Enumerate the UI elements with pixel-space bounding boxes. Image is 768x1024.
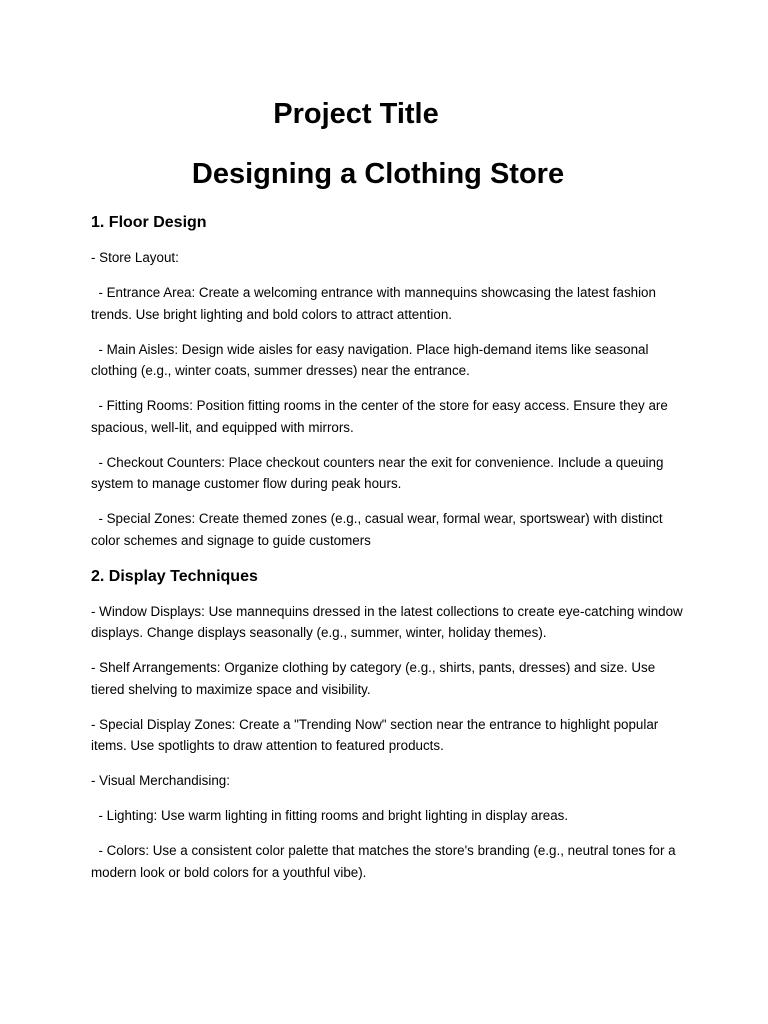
section-heading-display-techniques: 2. Display Techniques	[91, 567, 258, 585]
paragraph-special-display-zones: - Special Display Zones: Create a "Trending Now" section near the entrance to highlight popular items. Use spotlights to draw attention to featured products.	[91, 716, 659, 753]
paragraph-main-aisles: - Main Aisles: Design wide aisles for easy navigation. Place high-demand items like seasonal clothing (e.g., winter coats, summer dresses) near the entrance.	[91, 341, 649, 378]
paragraph-visual-merchandising: - Visual Merchandising:	[91, 773, 230, 788]
paragraph-shelf-arrangements: - Shelf Arrangements: Organize clothing by category (e.g., shirts, pants, dresses) and size. Use tiered shelving to maximize space and visibility.	[91, 660, 656, 697]
paragraph-checkout-counters: - Checkout Counters: Place checkout counters near the exit for convenience. Include a queuing system to manage customer flow during peak hours.	[91, 454, 664, 491]
paragraph-special-zones: - Special Zones: Create themed zones (e.g., casual wear, formal wear, sportswear) with distinct color schemes and signage to guide customers	[91, 511, 663, 548]
document-body	[91, 211, 691, 897]
document-subtitle: Designing a Clothing Store	[191, 158, 565, 190]
paragraph-window-displays: - Window Displays: Use mannequins dressed in the latest collections to create eye-catching window displays. Change displays seasonally (e.g., summer, winter, holiday themes).	[91, 603, 683, 640]
paragraph-colors: - Colors: Use a consistent color palette that matches the store's branding (e.g., neutral tones for a modern look or bold colors for a youthful vibe).	[91, 843, 676, 880]
document-title: Project Title	[273, 98, 439, 130]
section-heading-floor-design: 1. Floor Design	[91, 214, 207, 231]
paragraph-entrance-area: - Entrance Area: Create a welcoming entrance with mannequins showcasing the latest fashion trends. Use bright lighting and bold colors to attract attention.	[91, 285, 656, 322]
paragraph-store-layout: - Store Layout:	[91, 250, 179, 265]
paragraph-fitting-rooms: - Fitting Rooms: Position fitting rooms in the center of the store for easy access. Ensure they are spacious, well-lit, and equipped with mirrors.	[91, 398, 668, 435]
paragraph-lighting: - Lighting: Use warm lighting in fitting rooms and bright lighting in display areas.	[91, 808, 569, 823]
